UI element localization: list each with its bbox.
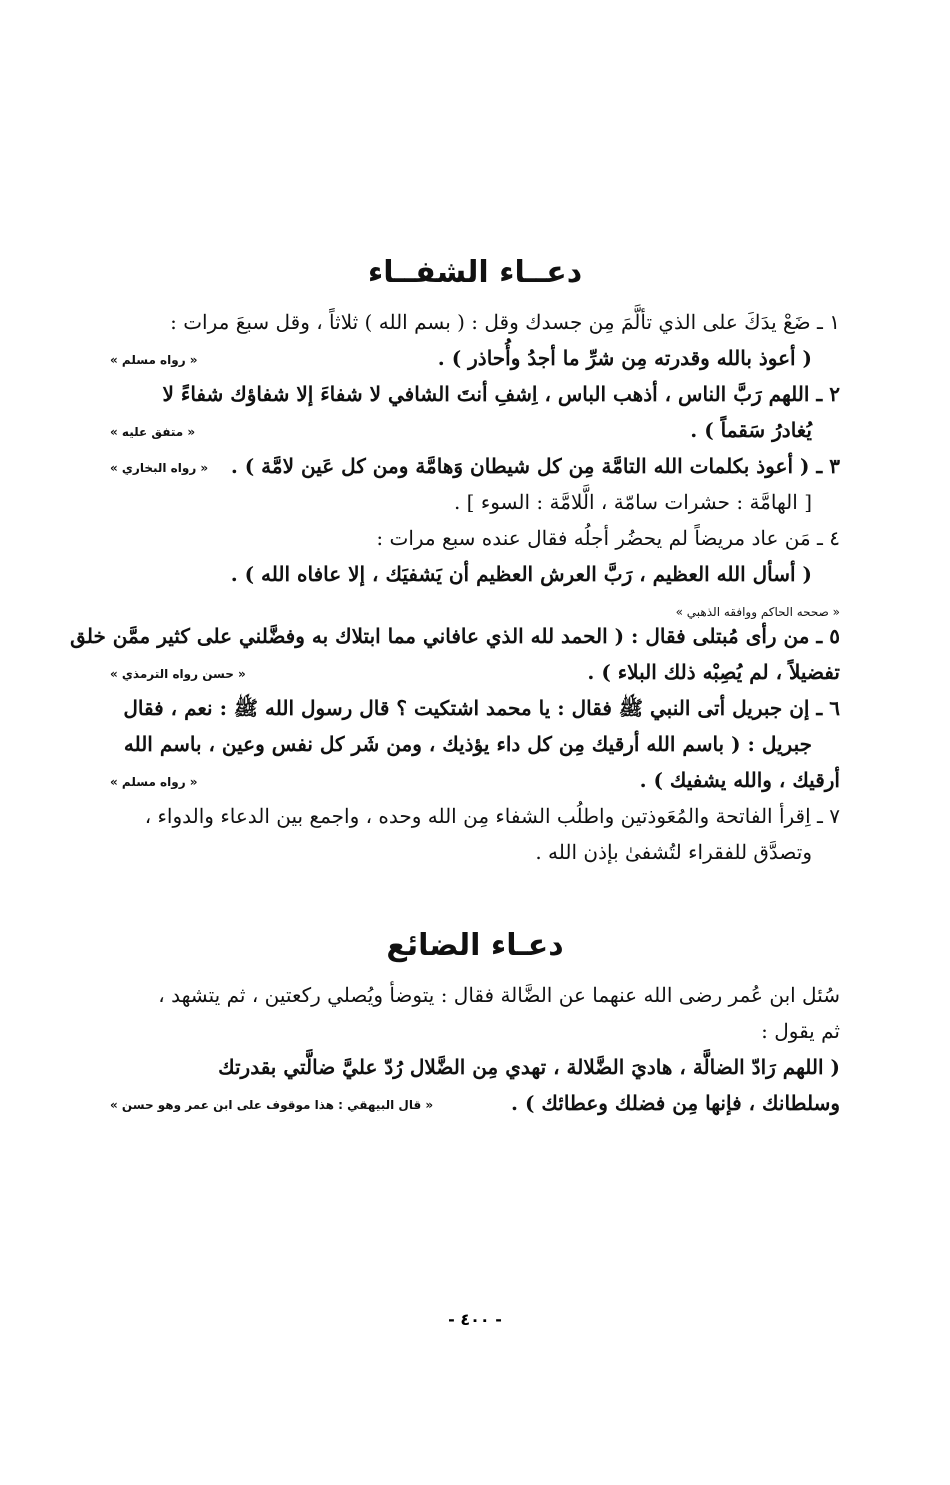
reference-note: « صححه الحاكم ووافقه الذهبي » [675,605,840,619]
reference-note: « حسن رواه الترمذي » [110,667,246,681]
reference-note: « رواه مسلم » [110,775,198,789]
dua-line-13: جبريل : ( باسم الله أرقيك مِن كل داء يؤذيك ، ومن شَر كل نفس وعين ، باسم الله [123,732,812,756]
dua-line-12: ٦ ـ إن جبريل أتى النبي ﷺ فقال : يا محمد اشتكيت ؟ قال رسول الله ﷺ : نعم ، فقال [123,696,840,720]
dua-line-7: ٤ ـ مَن عاد مريضاً لم يحضُر أجلُه فقال عنده سبع مرات : [376,526,840,550]
lost-line-4: وسلطانك ، فإنها مِن فضلك وعطائك ) . « قال البيهقي : هذا موقوف على ابن عمر وهو حسن » [110,1085,840,1121]
section-title-healing: دعــاء الشفــاء [367,255,583,290]
reference-note: « قال البيهقي : هذا موقوف على ابن عمر وهو حسن » [110,1098,434,1112]
dua-line-5: ٣ ـ ( أعوذ بكلمات الله التامَّة مِن كل شيطان وَهامَّة ومن كل عَين لامَّة ) . « رواه البخاري » [110,448,840,484]
reference-note: « رواه البخاري » [110,461,209,475]
lost-line-3: ( اللهم رَادّ الضالَّة ، هاديَ الضَّلالة ، تهدي مِن الضَّلال رُدّ عليَّ ضالَّتي بقدرتك [218,1055,840,1079]
dua-line-11: تفضيلاً ، لم يُصِبْه ذلك البلاء ) . « حسن رواه الترمذي » [110,654,840,690]
page-number: - ٤٠٠ - [448,1310,502,1329]
dua-line-4: يُغادرُ سَقماً ) . « متفق عليه » [110,412,840,448]
dua-line-3: ٢ ـ اللهم رَبَّ الناس ، أذهب الباس ، اِشفِ أنتَ الشافي لا شفاءَ إلا شفاؤك شفاءً لا [162,382,840,406]
dua-line-8: ( أسأل الله العظيم ، رَبَّ العرش العظيم أن يَشفيَك ، إلا عافاه الله ) . [230,562,812,586]
dua-line-1: ١ ـ ضَعْ يدَكَ على الذي تألَّمَ مِن جسدك وقل : ( بسم الله ) ثلاثاً ، وقل سبعَ مرات : [170,310,840,334]
reference-note: « متفق عليه » [110,425,196,439]
section-title-lost: دعـاء الضائع [386,928,564,963]
dua-line-16: وتصدَّق للفقراء لتُشفىٰ بإذن الله . [535,840,812,864]
dua-line-10: ٥ ـ من رأى مُبتلى فقال : ( الحمد لله الذي عافاني مما ابتلاك به وفضَّلني على كثير ممَّن خلق [70,624,840,648]
dua-line-14: أرقيك ، والله يشفيك ) . « رواه مسلم » [110,762,840,798]
dua-line-9 [110,592,840,618]
page-content [70,255,840,1121]
dua-line-15: ٧ ـ اِقرأ الفاتحة والمُعَوذتين واطلُب الشفاء مِن الله وحده ، واجمع بين الدعاء والدواء ، [144,804,840,828]
dua-line-6: [ الهامَّة : حشرات سامّة ، الَّلامَّة : السوء ] . [453,490,812,514]
lost-line-2: ثم يقول : [761,1019,840,1043]
dua-line-2: ( أعوذ بالله وقدرته مِن شرِّ ما أجدُ وأُحاذر ) . « رواه مسلم » [110,340,840,376]
reference-note: « رواه مسلم » [110,353,198,367]
lost-line-1: سُئل ابن عُمر رضى الله عنهما عن الضَّالة فقال : يتوضأ ويُصلي ركعتين ، ثم يتشهد ، [158,983,840,1007]
